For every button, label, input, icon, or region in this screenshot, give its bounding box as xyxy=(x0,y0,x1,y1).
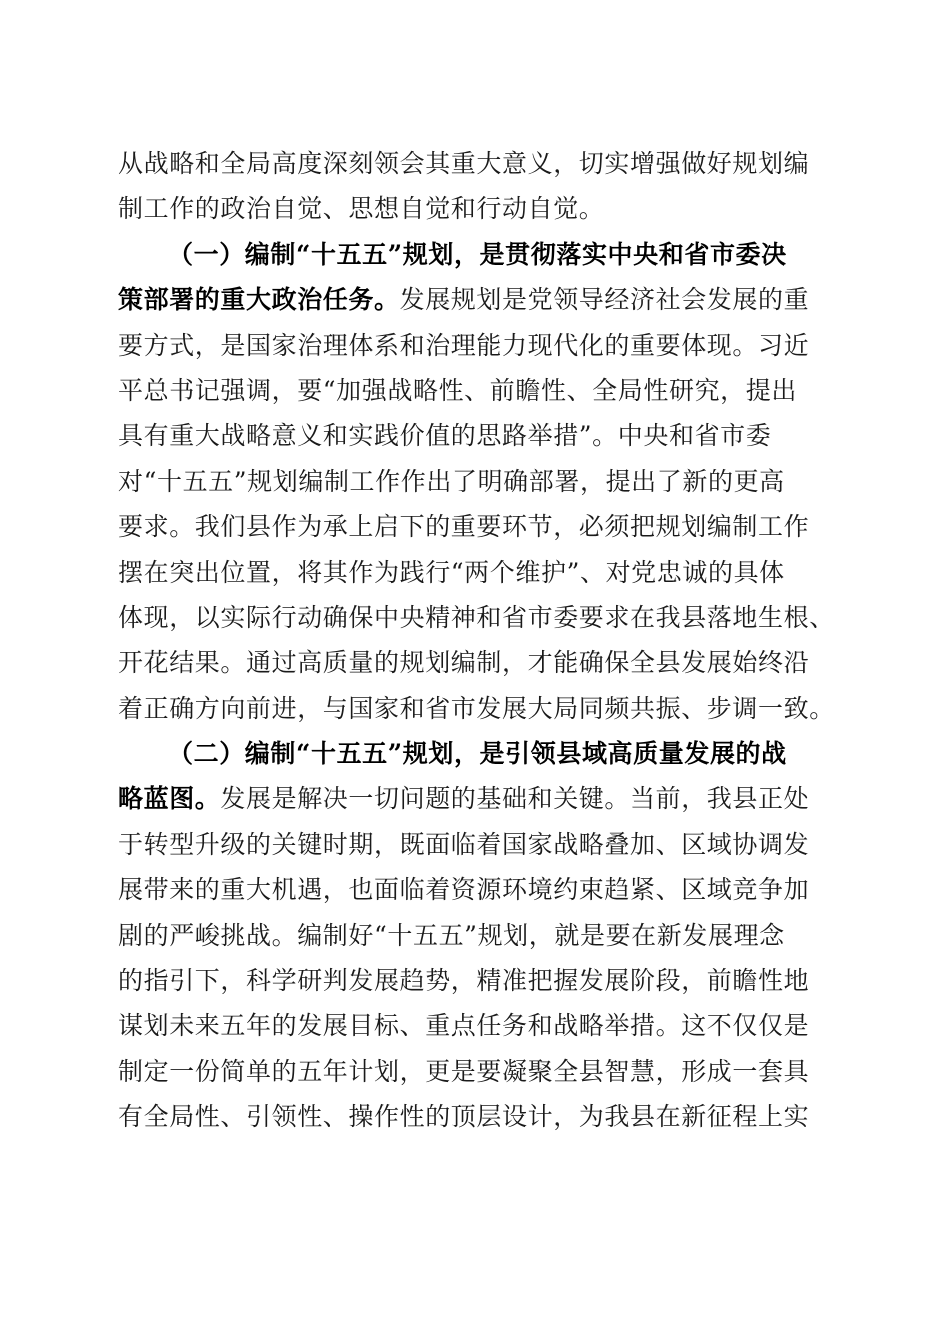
text-line xyxy=(118,186,830,231)
paragraph-intro xyxy=(118,141,830,232)
body-text: 谋划未来五年的发展目标、重点任务和战略举措。这不仅仅是 xyxy=(118,1011,810,1041)
text-line xyxy=(118,822,830,867)
body-text: 具有重大战略意义和实践价值的思路举措”。中央和省市委 xyxy=(118,421,772,451)
body-text: 于转型升级的关键时期，既面临着国家战略叠加、区域协调发 xyxy=(118,829,810,859)
body-text: 发展是解决一切问题的基础和关键。当前，我县正处 xyxy=(220,784,810,814)
text-line xyxy=(118,640,830,685)
body-text: 平总书记强调，要“加强战略性、前瞻性、全局性研究，提出 xyxy=(118,375,797,405)
text-line xyxy=(118,913,830,958)
text-line xyxy=(118,776,830,821)
text-line xyxy=(118,459,830,504)
paragraph-two xyxy=(118,731,830,1140)
heading-text: （一）编制“十五五”规划，是贯彻落实中央和省市委决 xyxy=(168,239,787,269)
text-line xyxy=(118,595,835,640)
document-body xyxy=(118,141,835,1140)
body-text: 的指引下，科学研判发展趋势，精准把握发展阶段，前瞻性地 xyxy=(118,966,810,996)
text-line xyxy=(118,504,830,549)
body-text: 制工作的政治自觉、思想自觉和行动自觉。 xyxy=(118,194,605,224)
body-text: 展带来的重大机遇，也面临着资源环境约束趋紧、区域竞争加 xyxy=(118,875,810,905)
body-text: 剧的严峻挑战。编制好“十五五”规划，就是要在新发展理念 xyxy=(118,920,785,950)
text-line xyxy=(118,550,830,595)
text-line xyxy=(118,1049,830,1094)
body-text: 对“十五五”规划编制工作作出了明确部署，提出了新的更高 xyxy=(118,466,785,496)
body-text: 摆在突出位置，将其作为践行“两个维护”、对党忠诚的具体 xyxy=(118,557,785,587)
text-line xyxy=(118,368,830,413)
body-text: 着正确方向前进，与国家和省市发展大局同频共振、步调一致。 xyxy=(118,693,835,723)
text-line xyxy=(118,323,830,368)
body-text: 要求。我们县作为承上启下的重要环节，必须把规划编制工作 xyxy=(118,512,810,542)
text-line xyxy=(118,277,830,322)
text-line xyxy=(118,867,830,912)
text-line xyxy=(118,413,830,458)
body-text: 制定一份简单的五年计划，更是要凝聚全县智慧，形成一套具 xyxy=(118,1056,810,1086)
heading-text: （二）编制“十五五”规划，是引领县域高质量发展的战 xyxy=(168,739,787,769)
body-text: 体现，以实际行动确保中央精神和省市委要求在我县落地生根、 xyxy=(118,602,835,632)
body-text: 要方式，是国家治理体系和治理能力现代化的重要体现。习近 xyxy=(118,330,810,360)
text-line xyxy=(118,232,830,277)
body-text: 开花结果。通过高质量的规划编制，才能确保全县发展始终沿 xyxy=(118,648,810,678)
heading-text: 略蓝图。 xyxy=(118,784,221,814)
text-line xyxy=(118,141,830,186)
text-line xyxy=(118,958,830,1003)
text-line xyxy=(118,686,835,731)
heading-text: 策部署的重大政治任务。 xyxy=(118,285,400,315)
text-line xyxy=(118,1003,830,1048)
body-text: 有全局性、引领性、操作性的顶层设计，为我县在新征程上实 xyxy=(118,1102,810,1132)
body-text: 从战略和全局高度深刻领会其重大意义，切实增强做好规划编 xyxy=(118,149,810,178)
text-line xyxy=(118,1094,830,1139)
body-text: 发展规划是党领导经济社会发展的重 xyxy=(399,285,810,315)
paragraph-one xyxy=(118,232,835,731)
text-line xyxy=(118,731,830,776)
